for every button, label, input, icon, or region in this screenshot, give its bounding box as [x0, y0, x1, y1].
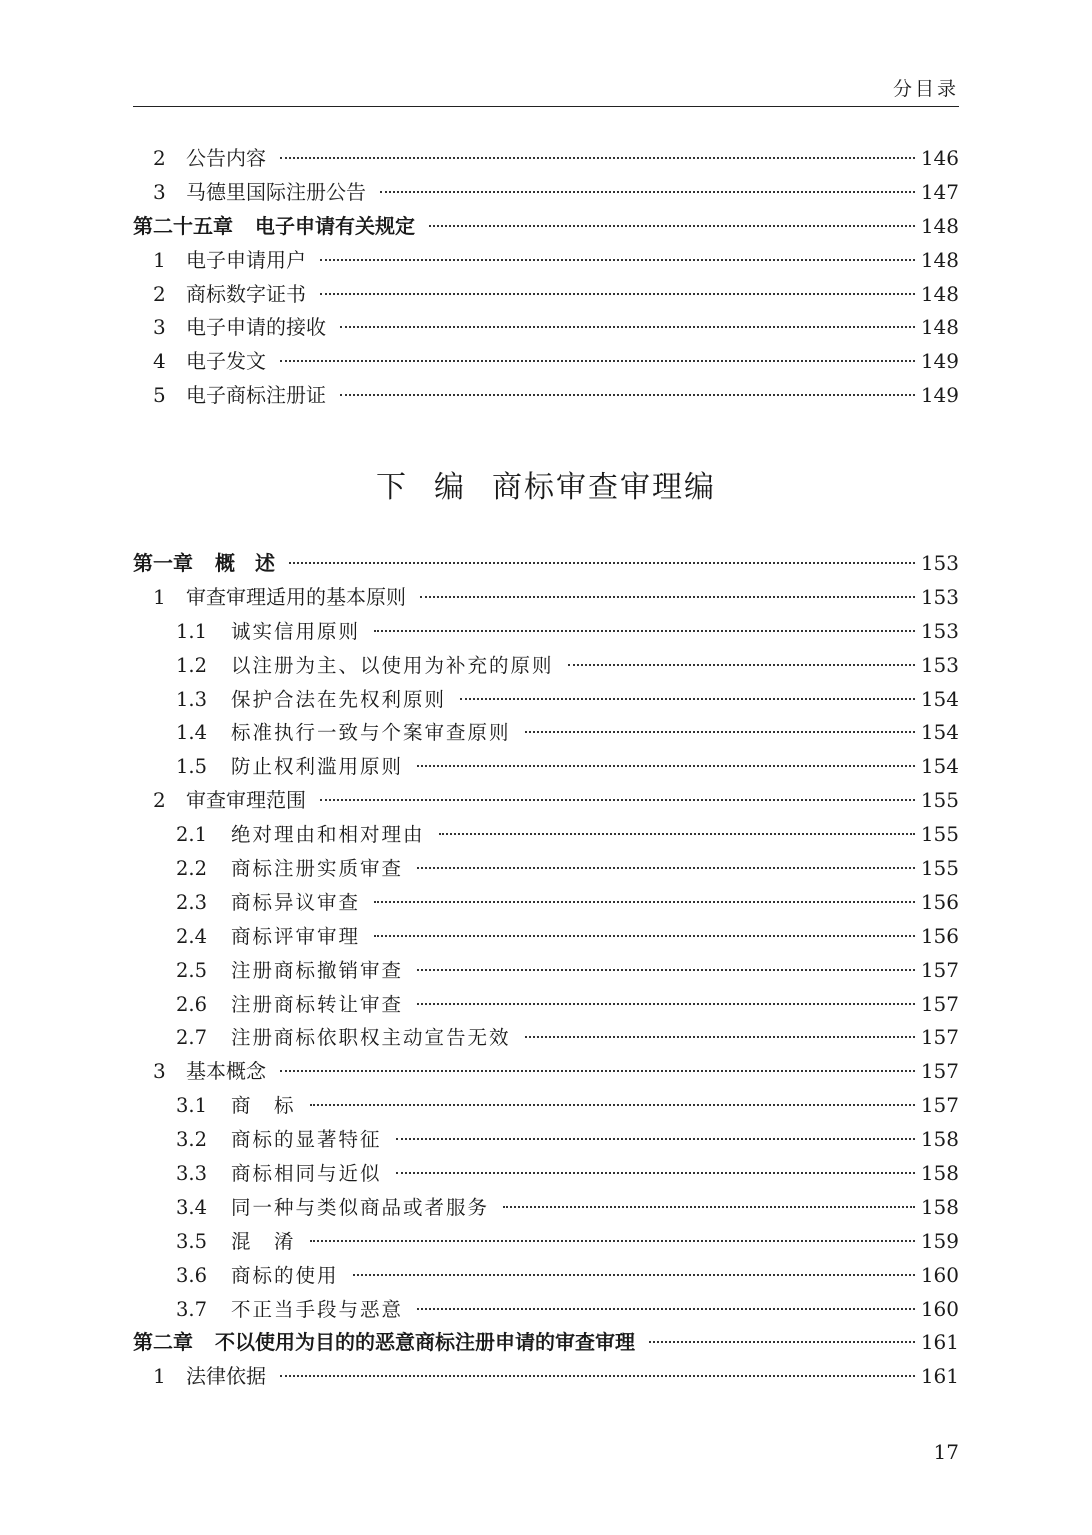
toc-entry	[133, 581, 959, 615]
entry-page: 157	[920, 1025, 959, 1050]
dot-leader	[340, 326, 915, 328]
entry-page: 154	[920, 754, 959, 779]
entry-number: 3	[153, 1059, 166, 1084]
entry-number: 2.6	[176, 992, 208, 1016]
entry-number: 3.1	[176, 1094, 208, 1118]
toc-entry	[133, 886, 959, 920]
toc-entry	[133, 750, 959, 784]
entry-number: 第一章	[133, 551, 193, 575]
dot-leader	[280, 1375, 915, 1377]
entry-title: 电子发文	[186, 349, 266, 374]
toc-bottom-section	[133, 547, 959, 1394]
entry-title: 法律依据	[186, 1364, 266, 1389]
toc-entry	[133, 379, 959, 413]
entry-page: 153	[920, 584, 959, 609]
toc-entry	[133, 142, 959, 176]
entry-title: 同一种与类似商品或者服务	[231, 1195, 490, 1219]
entry-number: 1.2	[176, 653, 208, 677]
entry-number: 3.2	[176, 1128, 208, 1152]
toc-entry	[133, 784, 959, 818]
entry-page: 159	[920, 1228, 959, 1253]
entry-page: 157	[920, 991, 959, 1016]
entry-page: 156	[920, 889, 959, 914]
entry-page: 153	[920, 652, 959, 677]
entry-number: 3	[153, 315, 166, 340]
toc-entry	[133, 1191, 959, 1225]
entry-title: 电子申请的接收	[186, 315, 326, 340]
toc-entry	[133, 345, 959, 379]
dot-leader	[417, 765, 915, 767]
entry-title: 防止权利滥用原则	[231, 755, 404, 779]
dot-leader	[420, 596, 915, 598]
entry-title: 混 淆	[231, 1229, 296, 1253]
page-header	[133, 72, 959, 107]
toc-entry	[133, 1021, 959, 1055]
toc-entry	[133, 311, 959, 345]
toc-entry	[133, 244, 959, 278]
toc-entry	[133, 1157, 959, 1191]
entry-number: 2.2	[176, 857, 208, 881]
toc-entry	[133, 954, 959, 988]
entry-page: 155	[920, 822, 959, 847]
entry-title: 基本概念	[186, 1059, 266, 1084]
toc-chapter-entry	[133, 210, 959, 244]
entry-title: 公告内容	[186, 146, 266, 170]
dot-leader	[280, 360, 915, 362]
dot-leader	[460, 698, 915, 700]
entry-title: 电子申请用户	[186, 247, 306, 272]
entry-title: 以注册为主、以使用为补充的原则	[231, 653, 554, 677]
entry-title: 审查审理适用的基本原则	[186, 584, 406, 609]
entry-title: 电子商标注册证	[186, 383, 326, 408]
entry-page: 148	[920, 247, 959, 272]
entry-number: 3.7	[176, 1297, 208, 1321]
entry-title: 不正当手段与恶意	[231, 1297, 404, 1321]
entry-number: 第二十五章	[133, 213, 233, 238]
entry-number: 1.3	[176, 687, 208, 711]
entry-title: 诚实信用原则	[231, 619, 361, 643]
dot-leader	[649, 1341, 915, 1343]
dot-leader	[289, 562, 915, 564]
entry-number: 2.1	[176, 823, 208, 847]
toc-top-section	[133, 142, 959, 413]
entry-title: 商标的使用	[231, 1263, 339, 1287]
toc-chapter-entry	[133, 547, 959, 581]
entry-page: 160	[920, 1296, 959, 1321]
entry-page: 153	[920, 618, 959, 643]
toc-entry	[133, 920, 959, 954]
part-name: 商标审查审理编	[492, 470, 716, 505]
toc-entry	[133, 716, 959, 750]
dot-leader	[396, 1172, 915, 1174]
entry-page: 157	[920, 1059, 959, 1084]
entry-number: 1	[153, 584, 166, 609]
entry-page: 149	[920, 383, 959, 408]
dot-leader	[417, 1308, 915, 1310]
entry-title: 绝对理由和相对理由	[231, 823, 425, 847]
entry-number: 1.4	[176, 721, 208, 745]
entry-title: 商标异议审查	[231, 890, 361, 914]
entry-number: 2.3	[176, 890, 208, 914]
entry-page: 148	[920, 315, 959, 340]
entry-number: 2	[153, 788, 166, 813]
dot-leader	[310, 1104, 915, 1106]
entry-number: 2	[153, 146, 166, 170]
entry-title: 审查审理范围	[186, 788, 306, 813]
entry-number: 3.5	[176, 1229, 208, 1253]
entry-page: 148	[920, 281, 959, 306]
toc-entry	[133, 649, 959, 683]
dot-leader	[310, 1240, 915, 1242]
entry-page: 156	[920, 923, 959, 948]
part-word: 编	[434, 470, 466, 505]
entry-page: 147	[920, 179, 959, 204]
entry-number: 3	[153, 179, 166, 204]
toc-entry	[133, 1360, 959, 1394]
entry-number: 3.4	[176, 1195, 208, 1219]
entry-title: 不以使用为目的的恶意商标注册申请的审查审理	[215, 1330, 635, 1355]
entry-page: 153	[920, 551, 959, 575]
entry-number: 1.1	[176, 619, 208, 643]
entry-number: 2.5	[176, 958, 208, 982]
dot-leader	[525, 731, 915, 733]
entry-page: 160	[920, 1262, 959, 1287]
toc-entry	[133, 988, 959, 1022]
dot-leader	[380, 191, 915, 193]
entry-number: 1	[153, 1364, 166, 1389]
dot-leader	[320, 259, 915, 261]
entry-page: 155	[920, 856, 959, 881]
entry-title: 注册商标撤销审查	[231, 958, 404, 982]
dot-leader	[417, 969, 915, 971]
entry-page: 157	[920, 1093, 959, 1118]
toc-entry	[133, 278, 959, 312]
dot-leader	[439, 833, 915, 835]
toc-entry	[133, 1055, 959, 1089]
entry-title: 商标评审审理	[231, 924, 361, 948]
entry-title: 保护合法在先权利原则	[231, 687, 447, 711]
dot-leader	[568, 664, 915, 666]
dot-leader	[396, 1138, 915, 1140]
toc-entry	[133, 1123, 959, 1157]
entry-title: 商标注册实质审查	[231, 857, 404, 881]
toc-entry	[133, 1293, 959, 1327]
toc-entry	[133, 852, 959, 886]
entry-page: 158	[920, 1194, 959, 1219]
dot-leader	[374, 901, 915, 903]
entry-title: 马德里国际注册公告	[186, 179, 366, 204]
entry-page: 154	[920, 720, 959, 745]
dot-leader	[353, 1274, 915, 1276]
entry-title: 电子申请有关规定	[255, 213, 415, 238]
entry-number: 3.3	[176, 1162, 208, 1186]
dot-leader	[280, 157, 915, 159]
entry-number: 3.6	[176, 1263, 208, 1287]
dot-leader	[320, 293, 915, 295]
entry-number: 4	[153, 349, 166, 374]
entry-title: 概 述	[215, 551, 275, 575]
dot-leader	[340, 394, 915, 396]
entry-title: 商标的显著特征	[231, 1128, 382, 1152]
entry-page: 158	[920, 1161, 959, 1186]
toc-entry	[133, 176, 959, 210]
entry-page: 157	[920, 957, 959, 982]
dot-leader	[280, 1070, 915, 1072]
entry-number: 2.7	[176, 1026, 208, 1050]
dot-leader	[429, 225, 915, 227]
entry-page: 155	[920, 788, 959, 813]
entry-number: 1.5	[176, 755, 208, 779]
dot-leader	[417, 1003, 915, 1005]
entry-title: 商 标	[231, 1094, 296, 1118]
dot-leader	[503, 1206, 915, 1208]
dot-leader	[374, 935, 915, 937]
entry-title: 注册商标转让审查	[231, 992, 404, 1016]
part-heading	[0, 462, 1092, 506]
toc-entry	[133, 1089, 959, 1123]
part-label: 下	[376, 470, 408, 505]
entry-number: 5	[153, 383, 166, 408]
entry-page: 161	[920, 1330, 959, 1355]
entry-page: 158	[920, 1127, 959, 1152]
dot-leader	[320, 799, 915, 801]
toc-chapter-entry	[133, 1326, 959, 1360]
entry-title: 标准执行一致与个案审查原则	[231, 721, 511, 745]
toc-entry	[133, 1225, 959, 1259]
toc-entry	[133, 683, 959, 717]
entry-page: 148	[920, 213, 959, 238]
dot-leader	[374, 630, 915, 632]
header-title: 分目录	[892, 78, 959, 100]
toc-entry	[133, 1259, 959, 1293]
toc-entry	[133, 615, 959, 649]
entry-number: 1	[153, 247, 166, 272]
entry-title: 商标相同与近似	[231, 1162, 382, 1186]
dot-leader	[417, 867, 915, 869]
entry-page: 154	[920, 686, 959, 711]
entry-title: 注册商标依职权主动宣告无效	[231, 1026, 511, 1050]
entry-number: 2	[153, 281, 166, 306]
entry-page: 146	[920, 146, 959, 170]
dot-leader	[525, 1036, 915, 1038]
entry-number: 2.4	[176, 924, 208, 948]
entry-page: 161	[920, 1364, 959, 1389]
toc-entry	[133, 818, 959, 852]
entry-page: 149	[920, 349, 959, 374]
entry-title: 商标数字证书	[186, 281, 306, 306]
page-number: 17	[933, 1440, 959, 1464]
entry-number: 第二章	[133, 1330, 193, 1355]
